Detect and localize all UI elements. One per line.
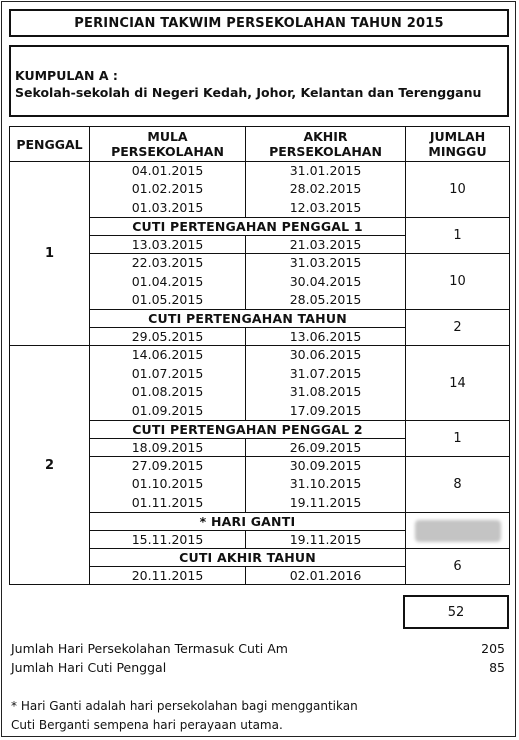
date-cell: 01.10.2015 <box>131 476 204 492</box>
date-cell: 31.03.2015 <box>289 255 362 271</box>
date-cell: 17.09.2015 <box>289 402 362 418</box>
date-cell: 31.10.2015 <box>289 476 362 492</box>
date-cell: 20.11.2015 <box>90 567 246 585</box>
date-cell: 30.06.2015 <box>289 347 362 363</box>
date-cell: 13.06.2015 <box>246 328 406 346</box>
table-row <box>10 162 510 218</box>
weeks-cell: 1 <box>406 218 510 254</box>
weeks-cell: 8 <box>406 456 510 512</box>
hari-ganti-label: * HARI GANTI <box>90 513 406 531</box>
summary-value-school-days: 205 <box>481 641 505 656</box>
date-cell: 27.09.2015 <box>131 457 204 473</box>
date-cell: 31.08.2015 <box>289 384 362 400</box>
date-cell: 01.02.2015 <box>131 181 204 197</box>
date-cell: 29.05.2015 <box>90 328 246 346</box>
holiday-label: CUTI PERTENGAHAN TAHUN <box>90 310 406 328</box>
date-cell: 01.08.2015 <box>131 384 204 400</box>
date-cell: 01.11.2015 <box>131 494 204 510</box>
header-akhir: AKHIR PERSEKOLAHAN <box>246 127 406 162</box>
group-label: KUMPULAN A : <box>15 68 118 83</box>
date-cell: 19.11.2015 <box>246 531 406 549</box>
date-cell: 01.03.2015 <box>131 199 204 215</box>
date-cell: 13.03.2015 <box>90 236 246 254</box>
weeks-cell: 10 <box>406 162 510 218</box>
date-cell: 30.04.2015 <box>289 273 362 289</box>
summary-label-holiday-days: Jumlah Hari Cuti Penggal <box>11 660 167 675</box>
table-header-row <box>10 127 510 162</box>
date-cell: 19.11.2015 <box>289 494 362 510</box>
footnote <box>11 697 491 735</box>
penggal-1-number: 1 <box>10 162 90 346</box>
header-minggu: JUMLAH MINGGU <box>406 127 510 162</box>
date-cell: 01.04.2015 <box>131 273 204 289</box>
date-cell: 01.05.2015 <box>131 291 204 307</box>
date-cell: 31.07.2015 <box>289 365 362 381</box>
date-cell: 14.06.2015 <box>131 347 204 363</box>
date-cell: 26.09.2015 <box>246 438 406 456</box>
calendar-table <box>9 126 510 585</box>
summary-value-holiday-days: 85 <box>489 660 505 675</box>
weeks-cell: 10 <box>406 254 510 310</box>
holiday-label: CUTI AKHIR TAHUN <box>90 549 406 567</box>
table-row <box>10 346 510 421</box>
redacted-blur <box>415 520 501 542</box>
date-cell: 12.03.2015 <box>289 199 362 215</box>
document-title: PERINCIAN TAKWIM PERSEKOLAHAN TAHUN 2015 <box>9 9 509 37</box>
weeks-cell: 6 <box>406 549 510 585</box>
group-states: Sekolah-sekolah di Negeri Kedah, Johor, Kelantan dan Terengganu <box>15 85 482 100</box>
date-cell: 04.01.2015 <box>131 163 204 178</box>
penggal-2-number: 2 <box>10 346 90 585</box>
date-cell: 31.01.2015 <box>289 163 362 178</box>
holiday-label: CUTI PERTENGAHAN PENGGAL 1 <box>90 218 406 236</box>
footnote-line-1: * Hari Ganti adalah hari persekolahan bagi menggantikan <box>11 699 358 713</box>
date-cell: 02.01.2016 <box>246 567 406 585</box>
summary-label-school-days: Jumlah Hari Persekolahan Termasuk Cuti Am <box>11 641 288 656</box>
date-cell: 22.03.2015 <box>131 255 204 271</box>
weeks-cell: 2 <box>406 310 510 346</box>
date-cell: 18.09.2015 <box>90 438 246 456</box>
redacted-weeks-cell <box>406 513 510 549</box>
weeks-cell: 14 <box>406 346 510 421</box>
weeks-cell: 1 <box>406 420 510 456</box>
date-cell: 01.07.2015 <box>131 365 204 381</box>
date-cell: 28.02.2015 <box>289 181 362 197</box>
date-cell: 30.09.2015 <box>289 457 362 473</box>
date-cell: 15.11.2015 <box>90 531 246 549</box>
footnote-line-2: Cuti Berganti sempena hari perayaan utama. <box>11 718 283 732</box>
header-mula: MULA PERSEKOLAHAN <box>90 127 246 162</box>
date-cell: 01.09.2015 <box>131 402 204 418</box>
holiday-label: CUTI PERTENGAHAN PENGGAL 2 <box>90 420 406 438</box>
total-weeks: 52 <box>403 595 509 629</box>
date-cell: 21.03.2015 <box>246 236 406 254</box>
header-penggal: PENGGAL <box>10 127 90 162</box>
group-box <box>9 45 509 117</box>
date-cell: 28.05.2015 <box>289 291 362 307</box>
